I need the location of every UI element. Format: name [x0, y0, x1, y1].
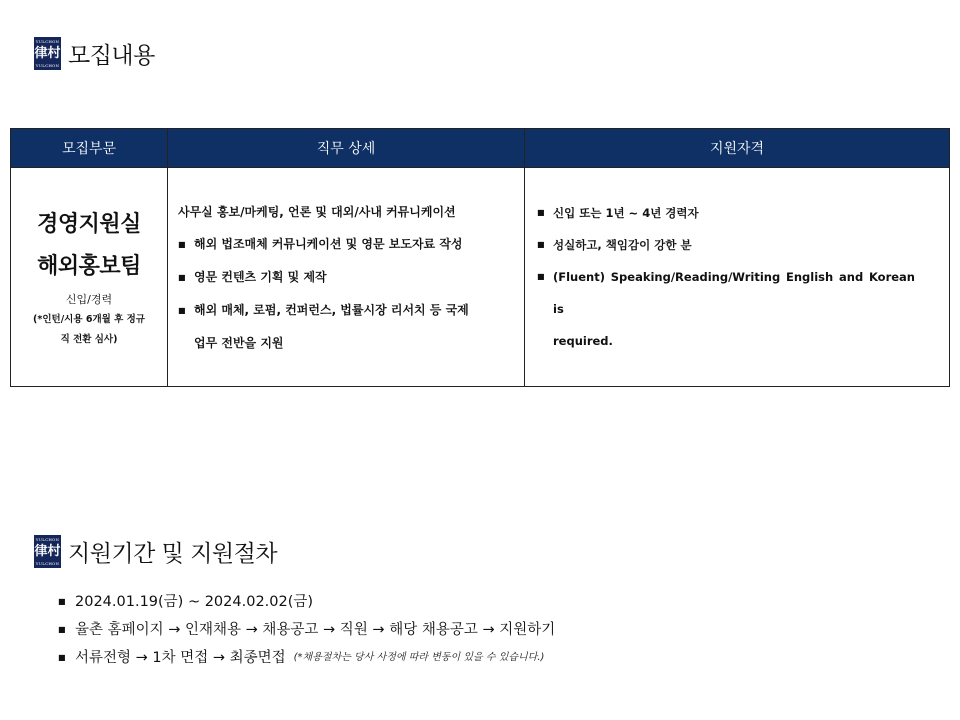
duty-intro: 사무실 홍보/마케팅, 언론 및 대외/사내 커뮤니케이션 — [178, 204, 456, 219]
header-department: 모집부문 — [11, 129, 168, 168]
selection-steps: 서류전형 → 1차 면접 → 최종면접 — [75, 650, 286, 666]
table-row — [11, 168, 950, 387]
qualifications-cell — [525, 168, 950, 387]
list-item-continuation: required. — [553, 334, 613, 348]
header-qualifications: 지원자격 — [525, 129, 950, 168]
bullet-icon: ■ — [178, 305, 186, 315]
list-item-continuation: 업무 전반을 지원 — [194, 335, 284, 350]
bullet-icon: ■ — [178, 272, 186, 282]
list-item — [58, 644, 555, 672]
list-item — [58, 588, 555, 616]
table-header-row — [11, 129, 950, 168]
header-duties: 직무 상세 — [168, 129, 525, 168]
department-name-2: 해외홍보팀 — [37, 254, 141, 279]
section-header-recruitment — [34, 37, 155, 70]
bullet-icon: ■ — [58, 625, 66, 634]
list-item: ■ 해외 법조매체 커뮤니케이션 및 영문 보도자료 작성 — [178, 228, 524, 261]
bullet-icon: ■ — [537, 208, 545, 217]
bullet-icon: ■ — [58, 653, 66, 662]
procedure-note: (*채용절차는 당사 사정에 따라 변동이 있을 수 있습니다.) — [293, 652, 545, 663]
section-title: 모집내용 — [68, 43, 155, 69]
department-name-1: 경영지원실 — [37, 212, 141, 237]
list-item: ■ 신입 또는 1년 ~ 4년 경력자 — [537, 197, 915, 229]
bullet-icon: ■ — [178, 239, 186, 249]
bullet-icon: ■ — [537, 272, 545, 281]
employment-type: 신입/경력 — [65, 293, 113, 306]
list-item — [58, 616, 555, 644]
recruitment-table — [10, 128, 950, 387]
employment-note: (*인턴/시용 6개월 후 정규직 전환 심사) — [33, 314, 145, 345]
department-cell — [11, 168, 168, 387]
application-period: 2024.01.19(금) ~ 2024.02.02(금) — [75, 594, 314, 610]
yulchon-logo: YULCHON 律村 YULCHON — [34, 537, 61, 566]
bullet-icon: ■ — [58, 597, 66, 606]
list-item: ■ (Fluent) Speaking/Reading/Writing English and Korean is — [537, 261, 915, 325]
list-item: ■ 영문 컨텐츠 기획 및 제작 — [178, 261, 524, 294]
bullet-icon: ■ — [537, 240, 545, 249]
application-path: 율촌 홈페이지 → 인재채용 → 채용공고 → 직원 → 해당 채용공고 → 지원하기 — [75, 622, 556, 638]
list-item: ■ 성실하고, 책임감이 강한 분 — [537, 229, 915, 261]
procedure-list — [58, 588, 555, 672]
section-header-procedure — [34, 535, 277, 568]
list-item: ■ 해외 매체, 로펌, 컨퍼런스, 법률시장 리서치 등 국제 — [178, 294, 524, 327]
section-title: 지원기간 및 지원절차 — [68, 541, 278, 567]
duties-cell — [168, 168, 525, 387]
yulchon-logo: YULCHON 律村 YULCHON — [34, 39, 61, 68]
